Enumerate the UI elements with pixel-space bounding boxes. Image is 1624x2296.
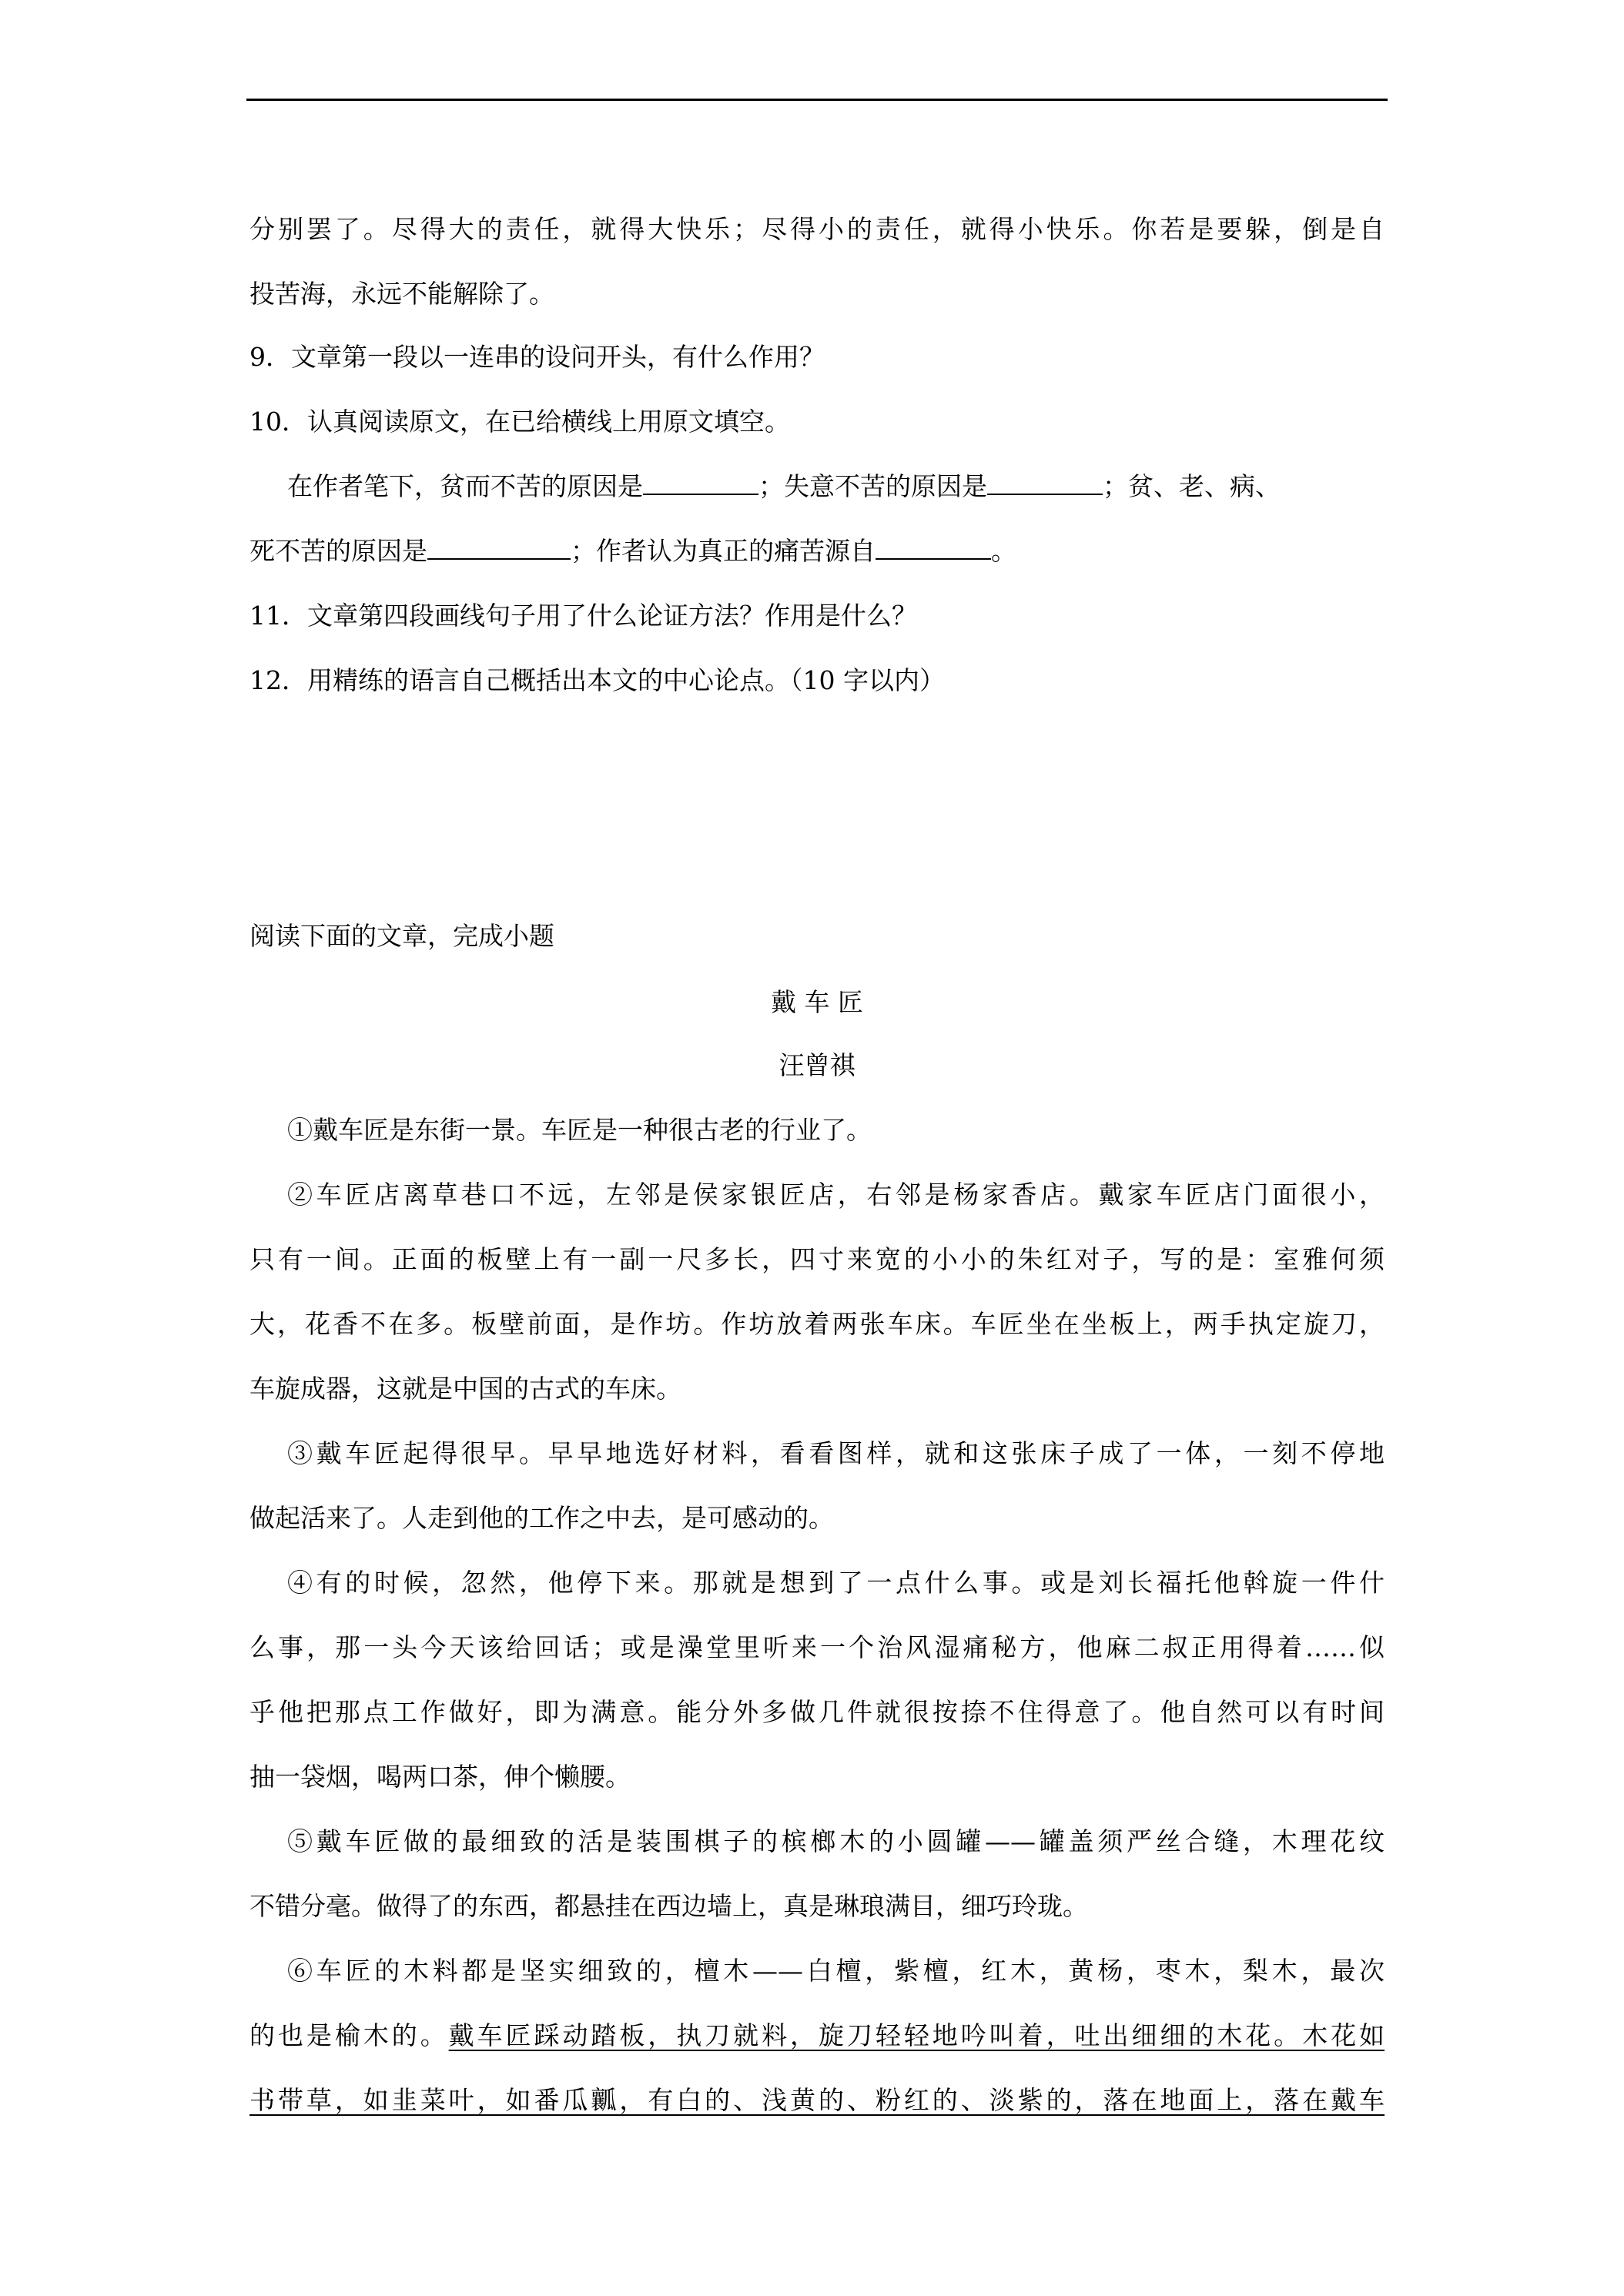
previous-text-line-2: 投苦海，永远不能解除了。 (249, 279, 554, 309)
paragraph-4-line-4: 抽一袋烟，喝两口茶，伸个懒腰。 (249, 1762, 631, 1792)
article-title: 戴 车 匠 (771, 987, 863, 1017)
fill-text-6: 。 (991, 536, 1016, 566)
answer-blank-3[interactable] (427, 535, 571, 560)
underlined-sentence: 戴车匠踩动踏板，执刀就料，旋刀轻轻地吟叫着，吐出细细的木花。木花如 (448, 2020, 1385, 2050)
paragraph-2-line-2: 只有一间。正面的板壁上有一副一尺多长，四寸来宽的小小的朱红对子，写的是：室雅何须 (249, 1244, 1385, 1274)
fill-text-2: ；失意不苦的原因是 (758, 471, 987, 501)
fill-text-3: ；贫、老、病、 (1103, 471, 1281, 501)
answer-blank-2[interactable] (987, 470, 1103, 495)
paragraph-6-line-1: ⑥车匠的木料都是坚实细致的，檀木——白檀，紫檀，红木，黄杨，枣木，梨木，最次 (287, 1956, 1385, 1986)
paragraph-3-line-1: ③戴车匠起得很早。早早地选好材料，看看图样，就和这张床子成了一体，一刻不停地 (287, 1438, 1385, 1468)
reading-instruction: 阅读下面的文章，完成小题 (249, 921, 554, 951)
paragraph-2-line-1: ②车匠店离草巷口不远，左邻是侯家银匠店，右邻是杨家香店。戴家车匠店门面很小， (287, 1180, 1385, 1210)
question-11: 11．文章第四段画线句子用了什么论证方法？作用是什么？ (249, 601, 917, 631)
question-9: 9．文章第一段以一连串的设问开头，有什么作用？ (249, 342, 825, 372)
paragraph-4-line-2: 么事，那一头今天该给回话；或是澡堂里听来一个治风湿痛秘方，他麻二叔正用得着……似 (249, 1632, 1385, 1662)
paragraph-6-line-3-underlined: 书带草，如韭菜叶，如番瓜瓤，有白的、浅黄的、粉红的、淡紫的，落在地面上，落在戴车 (249, 2085, 1385, 2115)
paragraph-5-line-1: ⑤戴车匠做的最细致的活是装围棋子的槟榔木的小圆罐——罐盖须严丝合缝，木理花纹 (287, 1826, 1385, 1856)
paragraph-4-line-3: 乎他把那点工作做好，即为满意。能分外多做几件就很按捺不住得意了。他自然可以有时间 (249, 1697, 1385, 1727)
paragraph-4-line-1: ④有的时候，忽然，他停下来。那就是想到了一点什么事。或是刘长福托他斡旋一件什 (287, 1568, 1385, 1598)
previous-text-line-1: 分别罢了。尽得大的责任，就得大快乐；尽得小的责任，就得小快乐。你若是要躲，倒是自 (249, 214, 1385, 244)
paragraph-2-line-3: 大，花香不在多。板壁前面，是作坊。作坊放着两张车床。车匠坐在坐板上，两手执定旋刀， (249, 1309, 1385, 1339)
answer-blank-1[interactable] (643, 470, 758, 495)
paragraph-1: ①戴车匠是东街一景。车匠是一种很古老的行业了。 (287, 1115, 872, 1145)
header-rule (246, 99, 1388, 101)
article-author: 汪曾祺 (779, 1050, 856, 1080)
question-10-fill-line-2 (249, 534, 1016, 568)
paragraph-6-line-2 (249, 2019, 1385, 2053)
fill-text-4: 死不苦的原因是 (249, 536, 427, 566)
fill-text-5: ；作者认为真正的痛苦源自 (571, 536, 876, 566)
paragraph-6-plain-text: 的也是榆木的。 (249, 2020, 449, 2050)
paragraph-5-line-2: 不错分毫。做得了的东西，都悬挂在西边墙上，真是琳琅满目，细巧玲珑。 (249, 1891, 1088, 1921)
question-10: 10．认真阅读原文，在已给横线上用原文填空。 (249, 407, 790, 437)
paragraph-3-line-2: 做起活来了。人走到他的工作之中去，是可感动的。 (249, 1503, 834, 1533)
question-10-fill-line-1 (287, 470, 1281, 504)
paragraph-2-line-4: 车旋成器，这就是中国的古式的车床。 (249, 1374, 681, 1404)
answer-blank-4[interactable] (876, 535, 991, 560)
fill-text-1: 在作者笔下，贫而不苦的原因是 (287, 471, 643, 501)
question-12: 12．用精练的语言自己概括出本文的中心论点。（10 字以内） (249, 665, 945, 695)
